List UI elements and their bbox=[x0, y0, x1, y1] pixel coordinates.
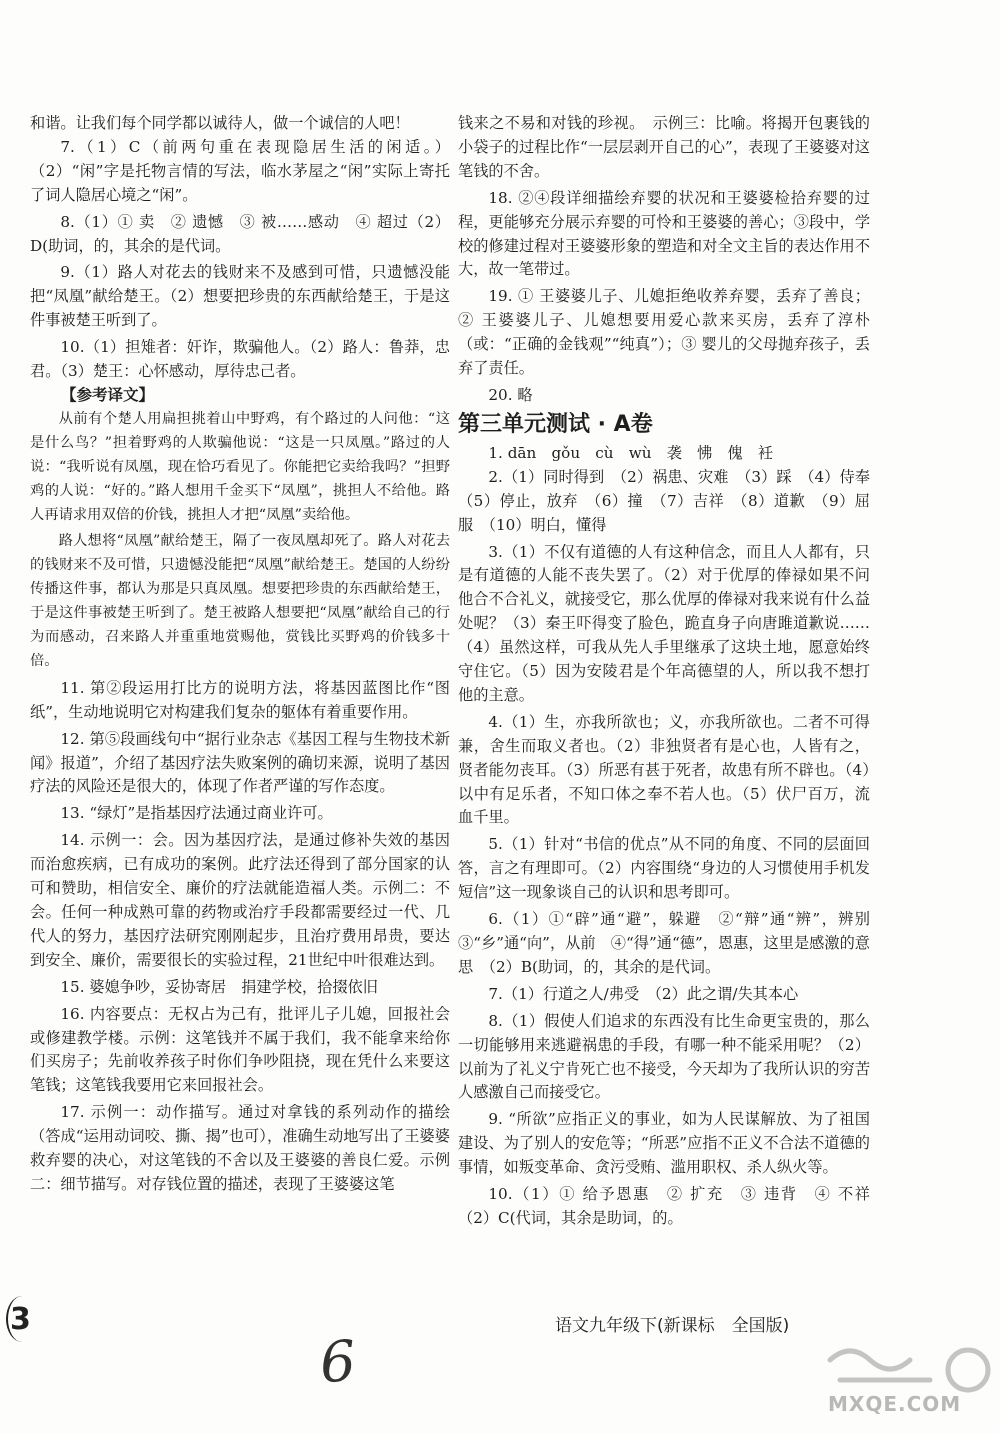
unit-test-title: 第三单元测试 · A卷 bbox=[458, 411, 653, 437]
answer-20: 20. 略 bbox=[488, 385, 533, 404]
answer-8: 8.（1）① 卖 ② 遗憾 ③ 被……感动 ④ 超过（2）D(助词，的，其余的是代词。 bbox=[30, 212, 450, 255]
answer-10: 10.（1）担雉者：奸诈，欺骗他人。（2）路人：鲁莽，忠君。（3）楚王：心怀感动，厚待忠己者。 bbox=[30, 338, 450, 381]
answer-15: 15. 婆媳争吵，妥协寄居 捐建学校，拾掇依旧 bbox=[60, 977, 378, 996]
test-answer-1: 1. dān gǒu cù wù 袭 怫 傀 衽 bbox=[488, 443, 774, 462]
translation-para-1: 从前有个楚人用扁担挑着山中野鸡，有个路过的人问他：“这是什么鸟？”担着野鸡的人欺骗他说：“这是一只凤凰。”路过的人说：“我听说有凤凰，现在恰巧看见了。你能把它卖给我吗？”担野鸡的人说：“好的。”路人想用千金买下“凤凰”，挑担人不给他。路人再请求用双倍的价钱，挑担人才把“凤凰”卖给他。 bbox=[30, 410, 450, 523]
answer-11: 11. 第②段运用打比方的说明方法，将基因蓝图比作“图纸”，生动地说明它对构建我们复杂的躯体有着重要作用。 bbox=[30, 678, 450, 721]
left-p1: 和谐。让我们每个同学都以诚待人，做一个诚信的人吧！ bbox=[30, 114, 410, 132]
test-answer-8: 8.（1）假使人们追求的东西没有比生命更宝贵的，那么一切能够用来逃避祸患的手段，有哪一种不能采用呢？（2）以前为了礼义宁肯死亡也不接受，今天却为了我所认识的穷苦人感激自己而接受它。 bbox=[458, 1011, 870, 1102]
test-answer-4: 4.（1）生，亦我所欲也；义，亦我所欲也。二者不可得兼，舍生而取义者也。（2）非独贤者有是心也，人皆有之，贤者能勿丧耳。（3）所恶有甚于死者，故患有所不辟也。（4）以中有足乐者，不知口体之奉不若人也。（5）伏尸百万，流血千里。 bbox=[458, 712, 870, 827]
answer-12: 12. 第⑤段画线句中“据行业杂志《基因工程与生物技术新闻》报道”，介绍了基因疗法失败案例的确切来源，说明了基因疗法的风险还是很大的，体现了作者严谨的写作态度。 bbox=[30, 729, 450, 796]
translation-para-2: 路人想将“凤凰”献给楚王，隔了一夜凤凰却死了。路人对花去的钱财来不及可惜，只遗憾没能把“凤凰”献给楚王。楚国的人纷纷传播这件事，都认为那是只真凤凰。想要把珍贵的东西献给楚王，于是这件事被楚王听到了。楚王被路人想要把“凤凰”献给自己的行为而感动，召来路人并重重地赏赐他，赏钱比买野鸡的价钱多十倍。 bbox=[30, 533, 450, 669]
answer-17-continued: 钱来之不易和对钱的珍视。 示例三：比喻。将揭开包裹钱的小袋子的过程比作“一层层剥开自己的心”，表现了王婆婆对这笔钱的不舍。 bbox=[458, 114, 870, 180]
page-number: 3 bbox=[10, 1302, 31, 1337]
test-answer-5: 5.（1）针对“书信的优点”从不同的角度、不同的层面回答，言之有理即可。（2）内容围绕“身边的人习惯使用手机发短信”这一现象谈自己的认识和思考即可。 bbox=[458, 835, 870, 902]
book-label: 语文九年级下(新课标 全国版) bbox=[555, 1316, 790, 1336]
test-answer-6: 6.（1）①“辟”通“避”，躲避 ②“辩”通“辨”，辨别 ③“乡”通“向”，从前 ④“得”通“德”，恩惠，这里是感激的意思 （2）B(助词，的，其余的是代词。 bbox=[458, 910, 886, 976]
answer-16: 16. 内容要点：无权占为己有，批评儿子儿媳，回报社会或修建教学楼。示例：这笔钱并不属于我们，我不能拿来给你们买房子；先前收养孩子时你们争吵阻挠，现在凭什么来要这笔钱；这笔钱我要用它来回报社会。 bbox=[30, 1004, 450, 1095]
test-answer-3: 3.（1）不仅有道德的人有这种信念，而且人人都有，只是有道德的人能不丧失罢了。（2）对于优厚的俸禄如果不问他合不合礼义，就接受它，那么优厚的俸禄对我来说有什么益处呢？（3）秦王吓得变了脸色，跪直身子向唐雎道歉说……（4）虽然这样，可我从先人手里继承了这块土地，愿意始终守住它。（5）因为安陵君是个年高德望的人，所以我不想打他的主意。 bbox=[458, 542, 870, 704]
right-column bbox=[458, 112, 886, 1231]
left-column bbox=[30, 112, 450, 1197]
answer-13: 13. “绿灯”是指基因疗法通过商业许可。 bbox=[60, 804, 333, 823]
test-answer-2: 2.（1）同时得到 （2）祸患、灾难 （3）踩 （4）侍奉 （5）停止，放弃 （6）撞 （7）吉祥 （8）道歉 （9）屈服 （10）明白，懂得 bbox=[458, 467, 886, 534]
test-answer-9: 9. “所欲”应指正义的事业，如为人民谋解放、为了祖国建设、为了别人的安危等；“所恶”应指不正义不合法不道德的事情，如叛变革命、贪污受贿、滥用职权、杀人纵火等。 bbox=[458, 1110, 870, 1177]
watermark-text: MXQE.COM bbox=[828, 1392, 962, 1416]
answer-9: 9.（1）路人对花去的钱财来不及感到可惜，只遗憾没能把“凤凰”献给楚王。（2）想要把珍贵的东西献给楚王，于是这件事被楚王听到了。 bbox=[30, 263, 450, 330]
test-answer-7: 7.（1）行道之人/弗受 （2）此之谓/失其本心 bbox=[488, 984, 799, 1003]
handwritten-mark: 6 bbox=[317, 1328, 358, 1397]
answer-17: 17. 示例一：动作描写。通过对拿钱的系列动作的描绘（答成“运用动词咬、撕、揭”也可），准确生动地写出了王婆婆救弃婴的决心，对这笔钱的不舍以及王婆婆的善良仁爱。示例二：细节描写。对存钱位置的描述，表现了王婆婆这笔 bbox=[30, 1103, 450, 1193]
answer-7: 7.（1）C（前两句重在表现隐居生活的闲适。）（2）“闲”字是托物言情的写法，临水茅屋之“闲”实际上寄托了词人隐居心境之“闲”。 bbox=[30, 137, 450, 204]
reference-translation-heading: 【参考译文】 bbox=[61, 385, 155, 404]
answer-18: 18. ②④段详细描绘弃婴的状况和王婆婆检拾弃婴的过程，更能够充分展示弃婴的可怜和王婆婆的善心；③段中，学校的修建过程对王婆婆形象的塑造和对全文主旨的表达作用不大，故一笔带过。 bbox=[458, 188, 870, 279]
answer-19: 19. ① 王婆婆儿子、儿媳拒绝收养弃婴，丢弃了善良；② 王婆婆儿子、儿媳想要用爱心款来买房，丢弃了淳朴（或：“正确的金钱观”“纯真”）；③ 婴儿的父母抛弃孩子，丢弃了责任。 bbox=[458, 287, 870, 378]
test-answer-10: 10.（1）① 给予恩惠 ② 扩充 ③ 违背 ④ 不祥 （2）C(代词，其余是助词，的。 bbox=[458, 1185, 886, 1227]
answer-14: 14. 示例一：会。因为基因疗法，是通过修补失效的基因而治愈疾病，已有成功的案例。此疗法还得到了部分国家的认可和赞助，相信安全、廉价的疗法就能造福人类。示例二：不会。任何一种成熟可靠的药物或治疗手段都需要经过一代、几代人的努力，基因疗法研究刚刚起步，且治疗费用昂贵，要达到安全、廉价，需要很长的实验过程，21世纪中叶很难达到。 bbox=[30, 831, 450, 969]
